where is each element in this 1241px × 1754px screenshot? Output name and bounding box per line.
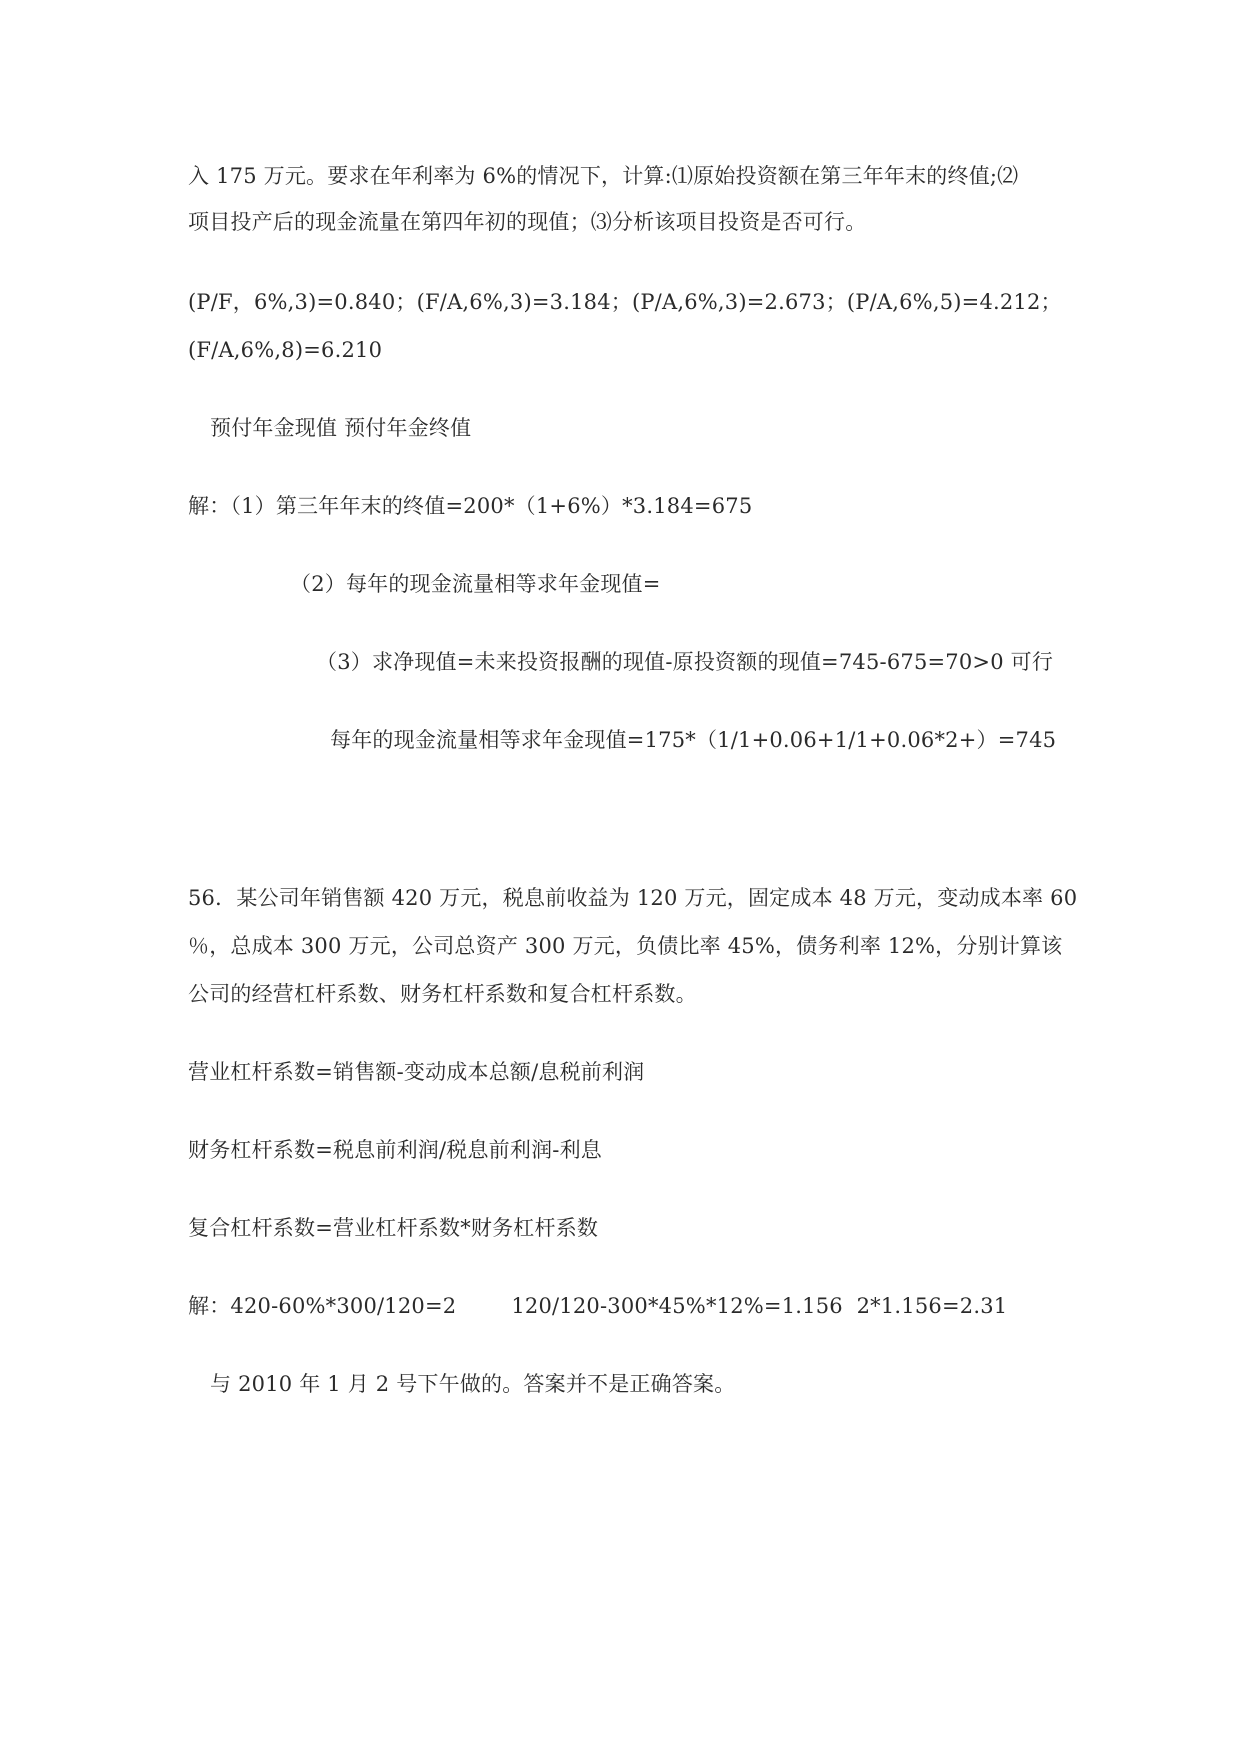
text-line-7: （2）每年的现金流量相等求年金现值= xyxy=(290,572,661,596)
text-line-14: 财务杠杆系数=税息前利润/税息前利润-利息 xyxy=(188,1138,602,1162)
text-line-13: 营业杠杆系数=销售额-变动成本总额/息税前利润 xyxy=(188,1060,645,1084)
text-line-8: （3）求净现值=未来投资报酬的现值-原投资额的现值=745-675=70>0 可行 xyxy=(316,650,1054,674)
text-line-2: 项目投产后的现金流量在第四年初的现值；⑶分析该项目投资是否可行。 xyxy=(188,210,867,234)
text-line-11: ％，总成本 300 万元，公司总资产 300 万元，负债比率 45%，债务利率 12%，分别计算该 xyxy=(188,934,1063,958)
text-line-10: 56．某公司年销售额 420 万元，税息前收益为 120 万元，固定成本 48 万元，变动成本率 60 xyxy=(188,886,1078,910)
text-line-1: 入 175 万元。要求在年利率为 6%的情况下，计算:⑴原始投资额在第三年年末的终值;⑵ xyxy=(188,164,1019,188)
text-line-12: 公司的经营杠杆系数、财务杠杆系数和复合杠杆系数。 xyxy=(188,982,697,1006)
text-line-9: 每年的现金流量相等求年金现值=175*（1/1+0.06+1/1+0.06*2+）=745 xyxy=(330,728,1057,752)
text-line-3: (P/F，6%,3)=0.840；(F/A,6%,3)=3.184；(P/A,6%,3)=2.673；(P/A,6%,5)=4.212； xyxy=(188,290,1062,314)
text-line-16: 解：420-60%*300/120=2 120/120-300*45%*12%=1.156 2*1.156=2.31 xyxy=(188,1294,1008,1318)
text-line-15: 复合杠杆系数=营业杠杆系数*财务杠杆系数 xyxy=(188,1216,599,1240)
text-line-5: 预付年金现值 预付年金终值 xyxy=(210,416,472,440)
text-line-4: (F/A,6%,8)=6.210 xyxy=(188,338,383,362)
text-line-17: 与 2010 年 1 月 2 号下午做的。答案并不是正确答案。 xyxy=(210,1372,736,1396)
text-line-6: 解：（1）第三年年末的终值=200*（1+6%）*3.184=675 xyxy=(188,494,753,518)
